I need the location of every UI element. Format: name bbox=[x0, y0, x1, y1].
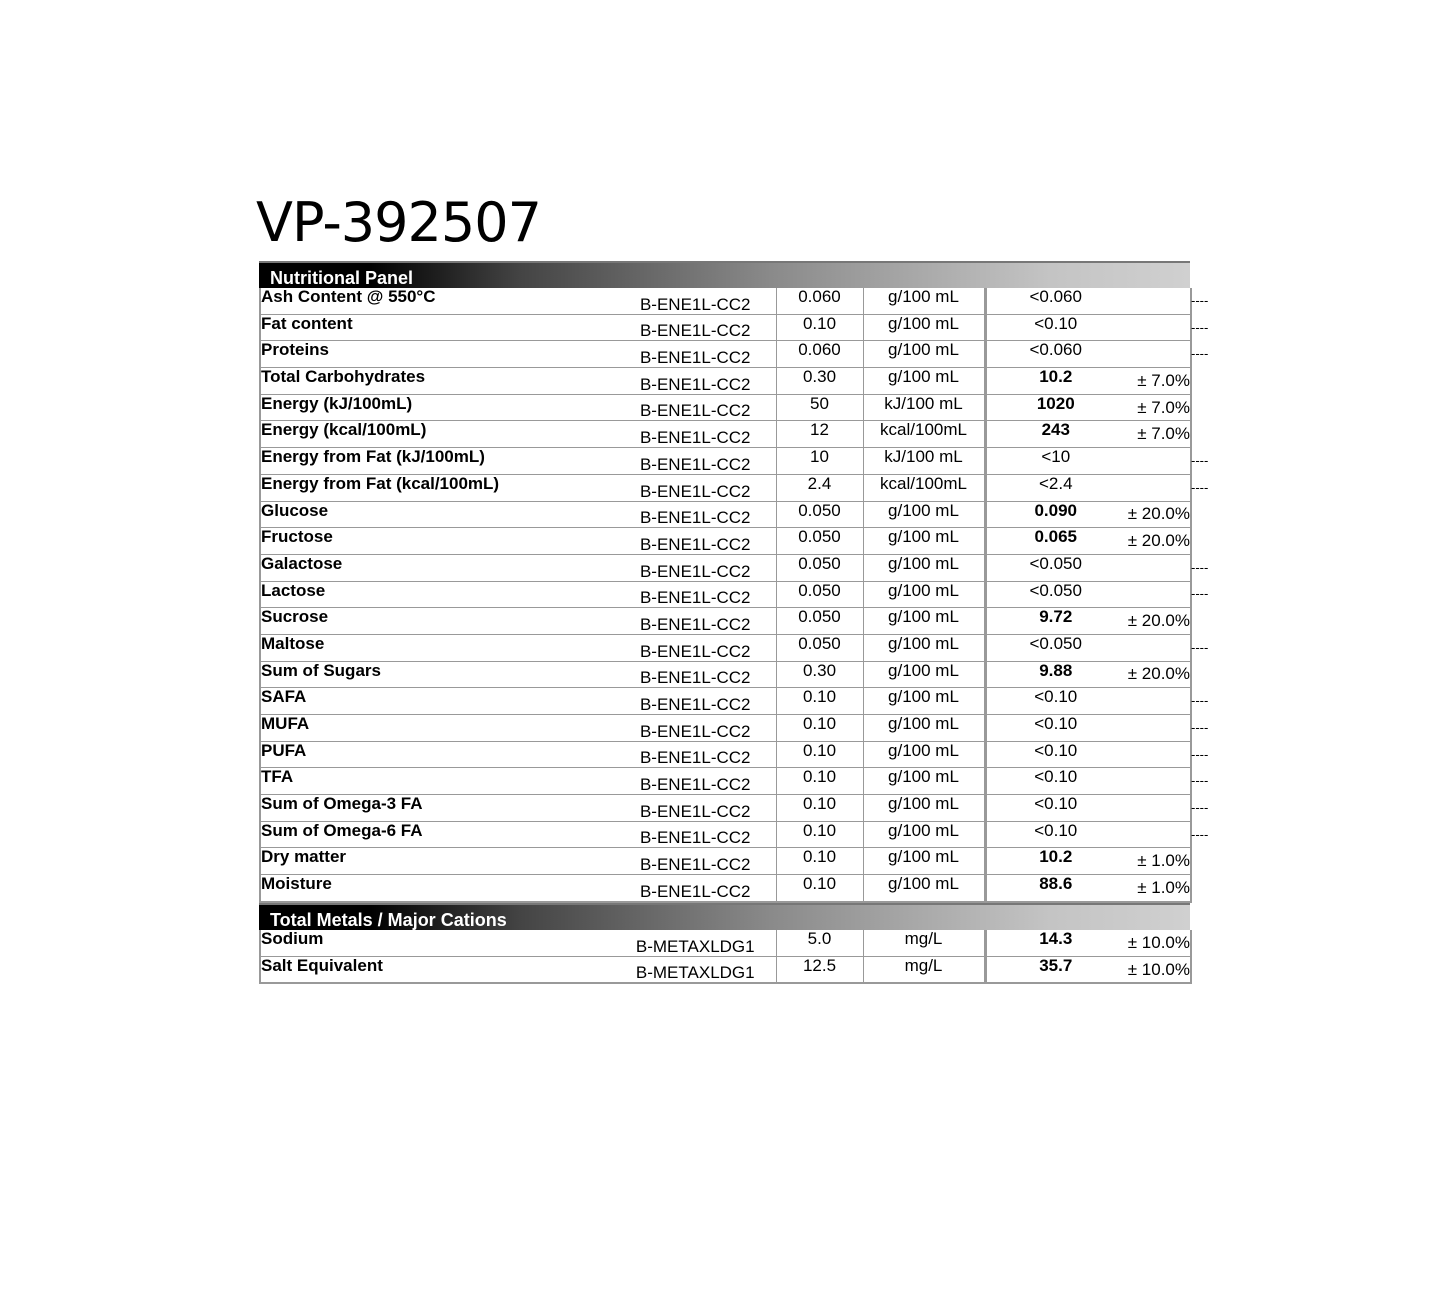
uncertainty: ---- bbox=[1125, 634, 1191, 661]
result-value: 243 bbox=[985, 421, 1125, 448]
result-value: <0.10 bbox=[985, 715, 1125, 742]
detection-limit: 0.10 bbox=[776, 768, 863, 795]
table-row bbox=[260, 581, 1191, 608]
analyte-name: Sodium bbox=[260, 930, 615, 956]
detection-limit: 0.10 bbox=[776, 741, 863, 768]
result-value: <0.10 bbox=[985, 768, 1125, 795]
detection-limit: 0.30 bbox=[776, 661, 863, 688]
section-header: Total Metals / Major Cations bbox=[259, 903, 1190, 930]
uncertainty: ± 20.0% bbox=[1125, 661, 1191, 688]
detection-limit: 12 bbox=[776, 421, 863, 448]
table-row bbox=[260, 956, 1191, 983]
detection-limit: 0.30 bbox=[776, 368, 863, 395]
method-code: B-ENE1L-CC2 bbox=[615, 474, 776, 501]
unit: g/100 mL bbox=[863, 501, 985, 528]
unit: g/100 mL bbox=[863, 661, 985, 688]
method-code: B-ENE1L-CC2 bbox=[615, 821, 776, 848]
uncertainty: ---- bbox=[1125, 448, 1191, 475]
detection-limit: 0.050 bbox=[776, 528, 863, 555]
unit: g/100 mL bbox=[863, 875, 985, 902]
method-code: B-ENE1L-CC2 bbox=[615, 795, 776, 822]
unit: g/100 mL bbox=[863, 368, 985, 395]
result-value: <0.050 bbox=[985, 581, 1125, 608]
method-code: B-ENE1L-CC2 bbox=[615, 581, 776, 608]
analyte-name: Glucose bbox=[260, 501, 615, 528]
document-title: VP-392507 bbox=[256, 191, 541, 254]
method-code: B-ENE1L-CC2 bbox=[615, 528, 776, 555]
uncertainty: ---- bbox=[1125, 341, 1191, 368]
result-value: <0.10 bbox=[985, 688, 1125, 715]
analyte-name: Moisture bbox=[260, 875, 615, 902]
detection-limit: 0.10 bbox=[776, 688, 863, 715]
uncertainty: ± 7.0% bbox=[1125, 368, 1191, 395]
detection-limit: 0.10 bbox=[776, 314, 863, 341]
result-value: 10.2 bbox=[985, 368, 1125, 395]
table-row bbox=[260, 394, 1191, 421]
uncertainty: ---- bbox=[1125, 474, 1191, 501]
table-row bbox=[260, 930, 1191, 956]
uncertainty: ± 10.0% bbox=[1125, 930, 1191, 956]
uncertainty: ± 1.0% bbox=[1125, 848, 1191, 875]
detection-limit: 5.0 bbox=[776, 930, 863, 956]
table-row bbox=[260, 368, 1191, 395]
result-value: 88.6 bbox=[985, 875, 1125, 902]
method-code: B-ENE1L-CC2 bbox=[615, 448, 776, 475]
table-row bbox=[260, 288, 1191, 314]
table-row bbox=[260, 448, 1191, 475]
result-value: <10 bbox=[985, 448, 1125, 475]
result-value: 14.3 bbox=[985, 930, 1125, 956]
unit: kJ/100 mL bbox=[863, 394, 985, 421]
result-value: <0.050 bbox=[985, 554, 1125, 581]
unit: g/100 mL bbox=[863, 554, 985, 581]
section-header: Nutritional Panel bbox=[259, 261, 1190, 288]
analyte-name: Galactose bbox=[260, 554, 615, 581]
method-code: B-ENE1L-CC2 bbox=[615, 368, 776, 395]
method-code: B-ENE1L-CC2 bbox=[615, 501, 776, 528]
table-row bbox=[260, 528, 1191, 555]
analyte-name: Energy from Fat (kcal/100mL) bbox=[260, 474, 615, 501]
result-value: 35.7 bbox=[985, 956, 1125, 983]
table-row bbox=[260, 848, 1191, 875]
table-row bbox=[260, 341, 1191, 368]
detection-limit: 0.10 bbox=[776, 848, 863, 875]
analyte-name: Lactose bbox=[260, 581, 615, 608]
method-code: B-ENE1L-CC2 bbox=[615, 634, 776, 661]
method-code: B-ENE1L-CC2 bbox=[615, 848, 776, 875]
uncertainty: ± 1.0% bbox=[1125, 875, 1191, 902]
unit: g/100 mL bbox=[863, 341, 985, 368]
analyte-name: Salt Equivalent bbox=[260, 956, 615, 983]
unit: g/100 mL bbox=[863, 288, 985, 314]
result-value: <0.10 bbox=[985, 314, 1125, 341]
uncertainty: ---- bbox=[1125, 821, 1191, 848]
unit: g/100 mL bbox=[863, 528, 985, 555]
method-code: B-ENE1L-CC2 bbox=[615, 341, 776, 368]
table-row bbox=[260, 821, 1191, 848]
result-value: 9.88 bbox=[985, 661, 1125, 688]
analyte-name: Sum of Omega-3 FA bbox=[260, 795, 615, 822]
unit: kJ/100 mL bbox=[863, 448, 985, 475]
detection-limit: 50 bbox=[776, 394, 863, 421]
analyte-name: PUFA bbox=[260, 741, 615, 768]
method-code: B-ENE1L-CC2 bbox=[615, 741, 776, 768]
table-row bbox=[260, 715, 1191, 742]
unit: g/100 mL bbox=[863, 715, 985, 742]
analyte-name: Fat content bbox=[260, 314, 615, 341]
detection-limit: 2.4 bbox=[776, 474, 863, 501]
detection-limit: 0.050 bbox=[776, 501, 863, 528]
method-code: B-ENE1L-CC2 bbox=[615, 608, 776, 635]
analyte-name: Dry matter bbox=[260, 848, 615, 875]
method-code: B-ENE1L-CC2 bbox=[615, 661, 776, 688]
uncertainty: ± 7.0% bbox=[1125, 421, 1191, 448]
method-code: B-ENE1L-CC2 bbox=[615, 421, 776, 448]
analyte-name: Energy (kcal/100mL) bbox=[260, 421, 615, 448]
analyte-name: Sum of Sugars bbox=[260, 661, 615, 688]
unit: mg/L bbox=[863, 956, 985, 983]
result-value: <0.10 bbox=[985, 795, 1125, 822]
unit: g/100 mL bbox=[863, 608, 985, 635]
unit: g/100 mL bbox=[863, 795, 985, 822]
analyte-name: Maltose bbox=[260, 634, 615, 661]
table-row bbox=[260, 314, 1191, 341]
table-row bbox=[260, 795, 1191, 822]
result-value: <0.060 bbox=[985, 288, 1125, 314]
table-row bbox=[260, 474, 1191, 501]
analyte-name: Sum of Omega-6 FA bbox=[260, 821, 615, 848]
uncertainty: ---- bbox=[1125, 688, 1191, 715]
uncertainty: ± 20.0% bbox=[1125, 501, 1191, 528]
method-code: B-ENE1L-CC2 bbox=[615, 394, 776, 421]
analyte-name: Energy (kJ/100mL) bbox=[260, 394, 615, 421]
table-row bbox=[260, 501, 1191, 528]
table-row bbox=[260, 875, 1191, 902]
result-value: 1020 bbox=[985, 394, 1125, 421]
table-row bbox=[260, 688, 1191, 715]
analyte-name: Sucrose bbox=[260, 608, 615, 635]
unit: g/100 mL bbox=[863, 821, 985, 848]
unit: g/100 mL bbox=[863, 314, 985, 341]
uncertainty: ± 20.0% bbox=[1125, 608, 1191, 635]
uncertainty: ---- bbox=[1125, 741, 1191, 768]
analyte-name: Proteins bbox=[260, 341, 615, 368]
result-value: <0.10 bbox=[985, 741, 1125, 768]
method-code: B-ENE1L-CC2 bbox=[615, 768, 776, 795]
method-code: B-ENE1L-CC2 bbox=[615, 314, 776, 341]
method-code: B-ENE1L-CC2 bbox=[615, 288, 776, 314]
uncertainty: ± 10.0% bbox=[1125, 956, 1191, 983]
method-code: B-ENE1L-CC2 bbox=[615, 715, 776, 742]
uncertainty: ---- bbox=[1125, 715, 1191, 742]
results-table bbox=[259, 287, 1209, 903]
unit: g/100 mL bbox=[863, 768, 985, 795]
result-value: 0.090 bbox=[985, 501, 1125, 528]
method-code: B-ENE1L-CC2 bbox=[615, 688, 776, 715]
table-row bbox=[260, 421, 1191, 448]
analyte-name: Fructose bbox=[260, 528, 615, 555]
method-code: B-METAXLDG1 bbox=[615, 930, 776, 956]
metals-panel-section bbox=[259, 903, 1190, 984]
method-code: B-ENE1L-CC2 bbox=[615, 875, 776, 902]
unit: kcal/100mL bbox=[863, 421, 985, 448]
detection-limit: 0.060 bbox=[776, 288, 863, 314]
unit: mg/L bbox=[863, 930, 985, 956]
result-value: <0.050 bbox=[985, 634, 1125, 661]
table-row bbox=[260, 661, 1191, 688]
unit: kcal/100mL bbox=[863, 474, 985, 501]
analyte-name: Total Carbohydrates bbox=[260, 368, 615, 395]
uncertainty: ---- bbox=[1125, 581, 1191, 608]
detection-limit: 0.050 bbox=[776, 554, 863, 581]
method-code: B-ENE1L-CC2 bbox=[615, 554, 776, 581]
detection-limit: 10 bbox=[776, 448, 863, 475]
uncertainty: ---- bbox=[1125, 768, 1191, 795]
uncertainty: ± 7.0% bbox=[1125, 394, 1191, 421]
result-value: 10.2 bbox=[985, 848, 1125, 875]
unit: g/100 mL bbox=[863, 634, 985, 661]
unit: g/100 mL bbox=[863, 848, 985, 875]
result-value: <2.4 bbox=[985, 474, 1125, 501]
table-row bbox=[260, 608, 1191, 635]
nutritional-panel-section bbox=[259, 261, 1209, 903]
unit: g/100 mL bbox=[863, 688, 985, 715]
analyte-name: Energy from Fat (kJ/100mL) bbox=[260, 448, 615, 475]
analyte-name: TFA bbox=[260, 768, 615, 795]
method-code: B-METAXLDG1 bbox=[615, 956, 776, 983]
uncertainty: ---- bbox=[1125, 314, 1191, 341]
detection-limit: 0.050 bbox=[776, 634, 863, 661]
detection-limit: 12.5 bbox=[776, 956, 863, 983]
table-row bbox=[260, 768, 1191, 795]
detection-limit: 0.060 bbox=[776, 341, 863, 368]
uncertainty: ---- bbox=[1125, 554, 1191, 581]
detection-limit: 0.10 bbox=[776, 875, 863, 902]
detection-limit: 0.10 bbox=[776, 795, 863, 822]
uncertainty: ± 20.0% bbox=[1125, 528, 1191, 555]
analyte-name: SAFA bbox=[260, 688, 615, 715]
table-row bbox=[260, 634, 1191, 661]
detection-limit: 0.10 bbox=[776, 715, 863, 742]
result-value: 9.72 bbox=[985, 608, 1125, 635]
table-row bbox=[260, 741, 1191, 768]
unit: g/100 mL bbox=[863, 741, 985, 768]
table-row bbox=[260, 554, 1191, 581]
detection-limit: 0.050 bbox=[776, 581, 863, 608]
result-value: 0.065 bbox=[985, 528, 1125, 555]
result-value: <0.060 bbox=[985, 341, 1125, 368]
detection-limit: 0.050 bbox=[776, 608, 863, 635]
analyte-name: MUFA bbox=[260, 715, 615, 742]
results-table bbox=[259, 930, 1192, 984]
uncertainty: ---- bbox=[1125, 795, 1191, 822]
detection-limit: 0.10 bbox=[776, 821, 863, 848]
unit: g/100 mL bbox=[863, 581, 985, 608]
uncertainty: ---- bbox=[1125, 288, 1191, 314]
result-value: <0.10 bbox=[985, 821, 1125, 848]
analyte-name: Ash Content @ 550°C bbox=[260, 288, 615, 314]
